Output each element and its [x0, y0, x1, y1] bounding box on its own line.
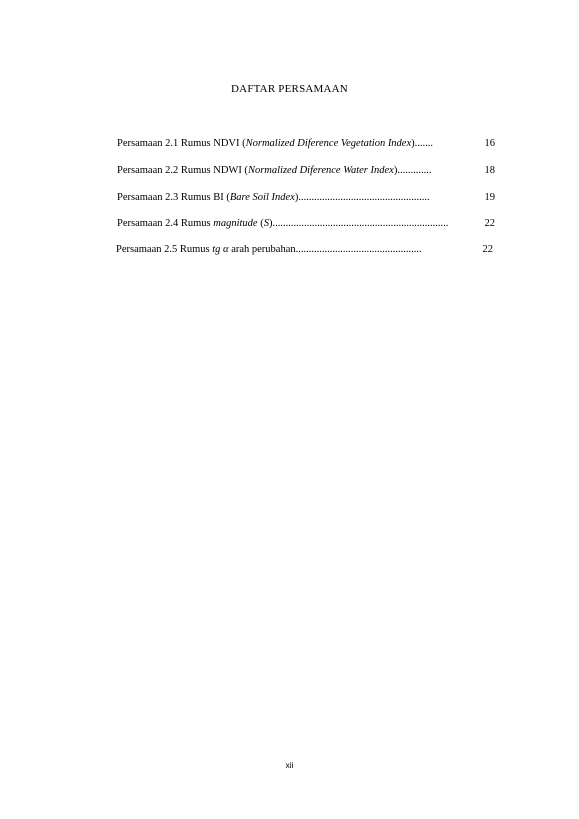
entry-text: [117, 137, 473, 151]
page-title: DAFTAR PERSAMAAN: [231, 83, 348, 95]
entry-italic: Normalized Diference Water Index: [247, 165, 394, 176]
equation-entry[interactable]: [117, 164, 495, 178]
entry-suffix: ): [411, 138, 415, 149]
entry-italic-symbol: S: [263, 218, 269, 229]
equation-entry[interactable]: [117, 137, 495, 151]
entry-italic: Bare Soil Index: [229, 192, 295, 203]
entry-leader: .......: [414, 138, 434, 149]
equation-entry[interactable]: [117, 217, 495, 231]
entry-page-number: 22: [482, 244, 493, 255]
entry-leader: ...................................................................: [272, 218, 449, 229]
entry-suffix: ): [393, 165, 398, 176]
entry-prefix: Persamaan 2.3 Rumus BI (: [117, 192, 230, 203]
entry-page-number: 22: [484, 218, 495, 229]
equation-entry[interactable]: [116, 243, 494, 257]
entry-prefix: Persamaan 2.5 Rumus: [116, 244, 213, 255]
entry-text: [117, 217, 475, 231]
entry-italic: Normalized Diference Vegetation Index: [245, 138, 412, 149]
entry-page-number: 16: [484, 138, 495, 149]
entry-suffix: ): [294, 192, 299, 203]
entry-suffix: arah perubahan: [228, 244, 296, 255]
entry-text: [116, 243, 461, 257]
entry-page-number: 19: [484, 192, 495, 203]
page-number: xii: [285, 760, 294, 770]
entry-page-number: 18: [484, 165, 495, 176]
entry-text: [117, 191, 469, 205]
entry-prefix: Persamaan 2.4 Rumus: [117, 218, 214, 229]
entry-mid: (: [257, 218, 264, 229]
entry-leader: .............: [397, 165, 432, 176]
entry-prefix: Persamaan 2.1 Rumus NDVI (: [117, 138, 246, 149]
entry-suffix: ): [268, 218, 273, 229]
entry-leader: ................................................: [295, 244, 422, 255]
entry-text: [117, 164, 469, 178]
entry-italic: tg α: [212, 244, 229, 255]
entry-leader: ..................................................: [298, 192, 430, 203]
entry-prefix: Persamaan 2.2 Rumus NDWI (: [117, 165, 248, 176]
entry-italic: magnitude: [213, 218, 258, 229]
equation-entry[interactable]: [117, 191, 495, 205]
